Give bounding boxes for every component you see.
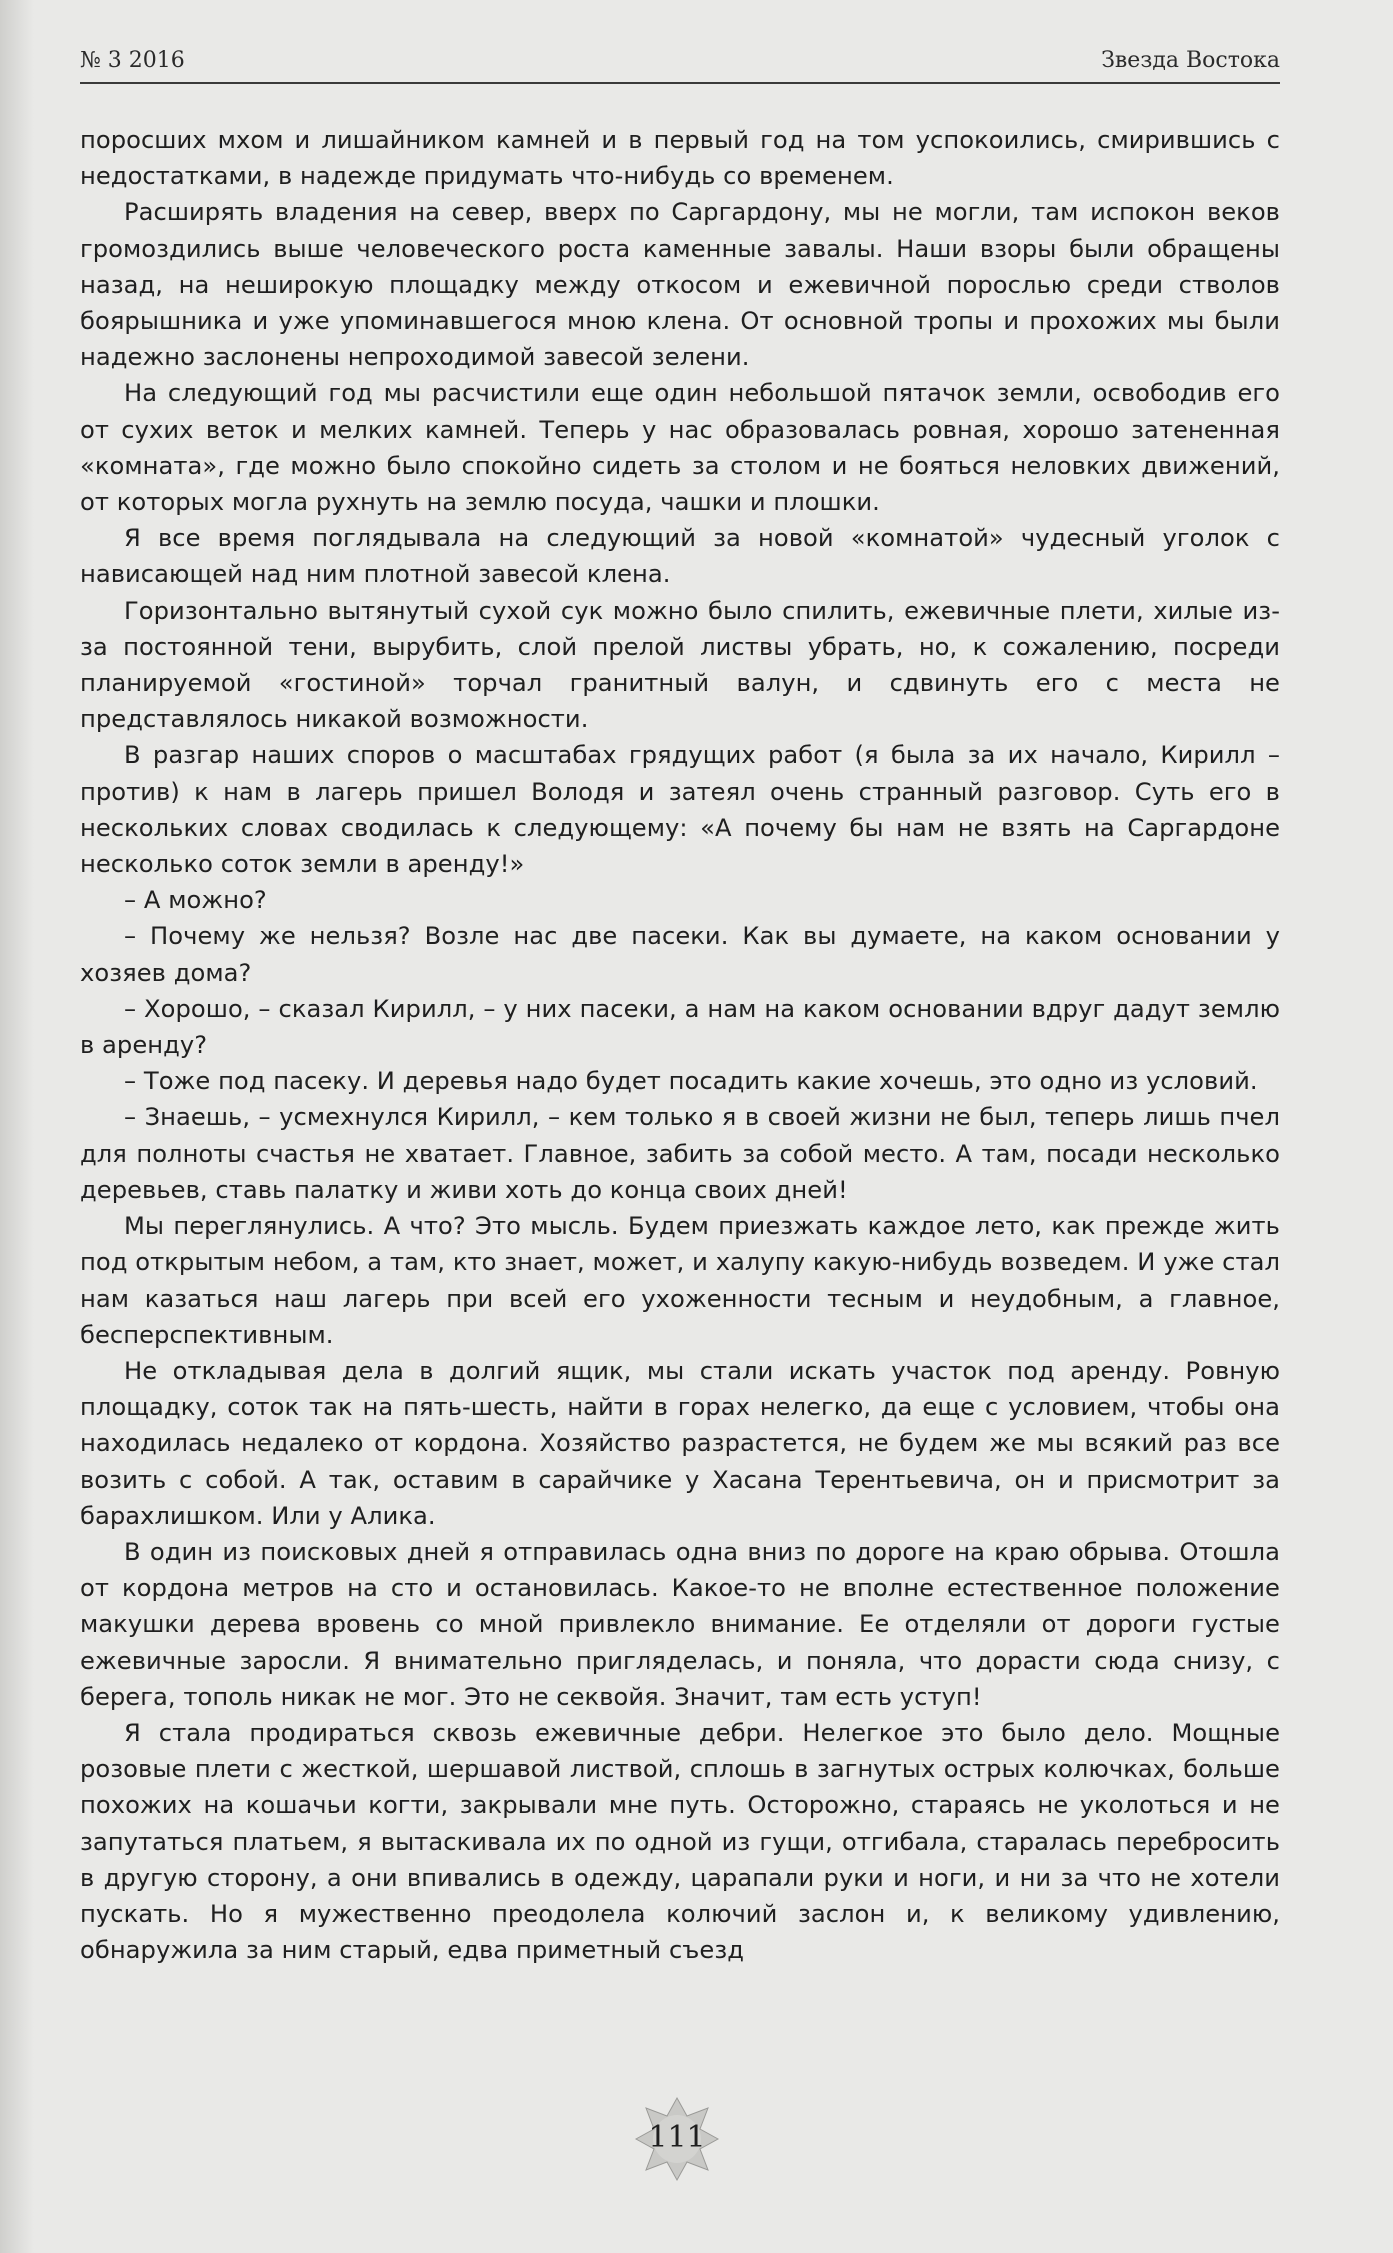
dialogue-line-2: – Почему же нельзя? Возле нас две пасеки. Как вы думаете, на каком основании у хозяев дома? <box>80 922 1280 987</box>
dialogue-line-3: – Хорошо, – сказал Кирилл, – у них пасеки, а нам на каком основании вдруг дадут землю в аренду? <box>80 994 1280 1060</box>
paragraph-6: В разгар наших споров о масштабах грядущих работ (я была за их начало, Кирилл – против) к нам в лагерь пришел Володя и затеял очень странный разговор. Суть его в нескольких словах сводилась к следующему: «А почему бы нам не взять на Саргардоне несколько соток земли в аренду!» <box>80 741 1280 879</box>
dialogue-line-4: – Тоже под пасеку. И деревья надо будет посадить какие хочешь, это одно из условий. <box>124 1067 1258 1096</box>
page-number: 111 <box>648 2120 706 2155</box>
article-body <box>80 122 1280 1968</box>
header-rule <box>80 82 1280 84</box>
paragraph-1: поросших мхом и лишайником камней и в первый год на том успокоились, смирившись с недостатками, в надежде придумать что-нибудь со временем. <box>80 126 1280 191</box>
paragraph-8: Не откладывая дела в долгий ящик, мы стали искать участок под аренду. Ровную площадку, соток так на пять-шесть, найти в горах нелегко, да еще с условием, чтобы она находилась недалеко от кордона. Хозяйство разрастется, не будем же мы всякий раз все возить с собой. А так, оставим в сарайчике у Хасана Терентьевича, он и присмотрит за барахлишком. Или у Алика. <box>80 1356 1280 1530</box>
paragraph-3: На следующий год мы расчистили еще один небольшой пятачок земли, освободив его от сухих веток и мелких камней. Теперь у нас образовалась ровная, хорошо затененная «комната», где можно было спокойно сидеть за столом и не бояться неловких движений, от которых могла рухнуть на землю посуда, чашки и плошки. <box>80 379 1280 517</box>
paragraph-7: Мы переглянулись. А что? Это мысль. Будем приезжать каждое лето, как прежде жить под открытым небом, а там, кто знает, может, и халупу какую-нибудь возведем. И уже стал нам казаться наш лагерь при всей его ухоженности тесным и неудобным, а главное, бесперспективным. <box>80 1212 1280 1349</box>
paragraph-10: Я стала продираться сквозь ежевичные дебри. Нелегкое это было дело. Мощные розовые плети с жесткой, шершавой листвой, сплошь в загнутых острых колючках, больше похожих на кошачьи когти, закрывали мне путь. Осторожно, стараясь не уколоться и не запутаться платьем, я вытаскивала их по одной из гущи, отгибала, старалась перебросить в другую сторону, а они впивались в одежду, царапали руки и ноги, и ни за что не хотели пускать. Но я мужественно преодолела колючий заслон и, к великому удивлению, обнаружила за ним старый, едва приметный съезд <box>80 1718 1280 1965</box>
paragraph-9: В один из поисковых дней я отправилась одна вниз по дороге на краю обрыва. Отошла от кордона метров на сто и остановилась. Какое-то не вполне естественное положение макушки дерева вровень со мной привлекло внимание. Ее отделяли от дороги густые ежевичные заросли. Я внимательно пригляделась, и поняла, что дорасти сюда снизу, с берега, тополь никак не мог. Это не секвойя. Значит, там есть уступ! <box>80 1537 1280 1711</box>
page-number-badge <box>632 2094 722 2184</box>
paragraph-5: Горизонтально вытянутый сухой сук можно было спилить, ежевичные плети, хилые из-за постоянной тени, вырубить, слой прелой листвы убрать, но, к сожалению, посреди планируемой «гостиной» торчал гранитный валун, и сдвинуть его с места не представлялось никакой возможности. <box>80 596 1280 734</box>
issue-number: № 3 2016 <box>80 48 185 73</box>
paragraph-4: Я все время поглядывала на следующий за новой «комнатой» чудесный уголок с нависающей над ним плотной завесой клена. <box>80 524 1280 589</box>
dialogue-line-5: – Знаешь, – усмехнулся Кирилл, – кем только я в своей жизни не был, теперь лишь пчел для полноты счастья не хватает. Главное, забить за собой место. А там, посади несколько деревьев, ставь палатку и живи хоть до конца своих дней! <box>80 1103 1280 1204</box>
paragraph-2: Расширять владения на север, вверх по Саргардону, мы не могли, там испокон веков громоздились выше человеческого роста каменные завалы. Наши взоры были обращены назад, на неширокую площадку между откосом и ежевичной порослью среди стволов боярышника и уже упоминавшегося мною клена. От основной тропы и прохожих мы были надежно заслонены непроходимой завесой зелени. <box>80 198 1280 372</box>
dialogue-line-1: – А можно? <box>124 886 267 915</box>
page-edge-shadow <box>0 0 34 2253</box>
journal-title: Звезда Востока <box>1101 48 1280 73</box>
